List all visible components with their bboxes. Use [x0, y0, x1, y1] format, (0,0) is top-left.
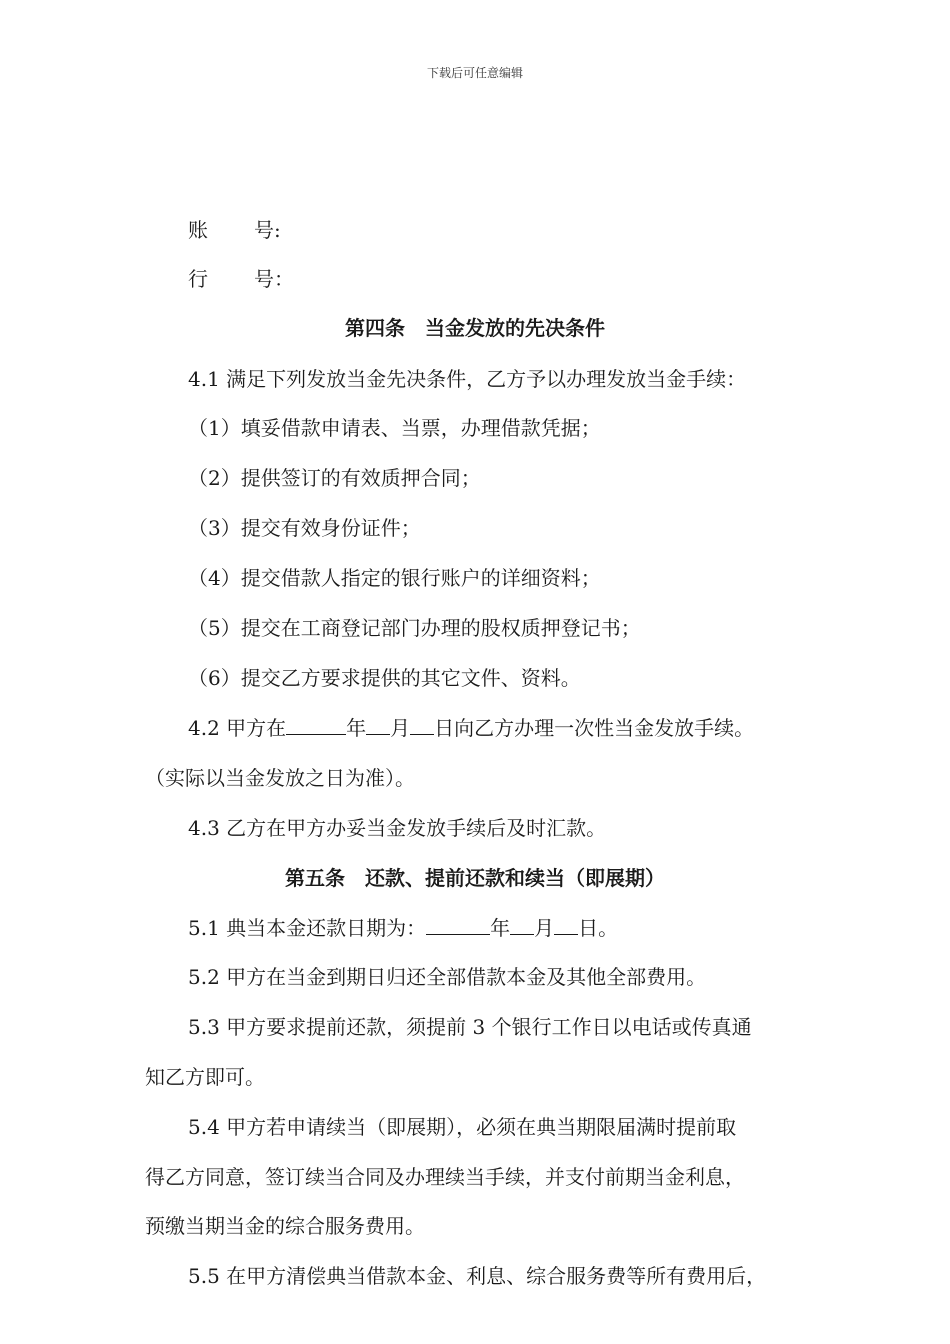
clause-5-1-day: 日。: [578, 916, 619, 940]
page-header: 下载后可任意编辑: [426, 66, 523, 80]
day-blank: [410, 714, 434, 735]
condition-item-6: （6）提交乙方要求提供的其它文件、资料。: [188, 666, 581, 690]
clause-5-4-line3: 预缴当期当金的综合服务费用。: [145, 1214, 425, 1238]
repay-year-blank: [426, 914, 490, 935]
clause-5-3-line1: 5.3 甲方要求提前还款，须提前 3 个银行工作日以电话或传真通: [188, 1015, 752, 1039]
clause-5-1-month: 月: [534, 916, 555, 940]
clause-5-4-line2: 得乙方同意，签订续当合同及办理续当手续，并支付前期当金利息，: [145, 1165, 745, 1189]
clause-5-5-line1: 5.5 在甲方清偿典当借款本金、利息、综合服务费等所有费用后，: [188, 1264, 767, 1288]
clause-4-1: 4.1 满足下列发放当金先决条件，乙方予以办理发放当金手续：: [188, 367, 747, 391]
repay-month-blank: [510, 914, 534, 935]
bank-number-row: [188, 265, 294, 293]
year-blank: [286, 714, 346, 735]
clause-5-3-line2: 知乙方即可。: [145, 1065, 265, 1089]
condition-item-2: （2）提供签订的有效质押合同；: [188, 466, 481, 490]
clause-4-2: [188, 714, 754, 742]
account-label-b: 号:: [254, 218, 281, 242]
clause-4-3: 4.3 乙方在甲方办妥当金发放手续后及时汇款。: [188, 816, 607, 840]
clause-4-2-note: （实际以当金发放之日为准）。: [145, 766, 415, 790]
repay-day-blank: [554, 914, 578, 935]
clause-5-1-year: 年: [490, 916, 511, 940]
clause-4-2-suffix: 日向乙方办理一次性当金发放手续。: [434, 716, 755, 740]
account-number-row: [188, 216, 281, 244]
month-blank: [366, 714, 390, 735]
article5-title: 第五条 还款、提前还款和续当（即展期）: [285, 866, 665, 890]
clause-5-1: [188, 914, 618, 942]
article4-title: 第四条 当金发放的先决条件: [345, 316, 605, 340]
clause-5-1-prefix: 5.1 典当本金还款日期为：: [188, 916, 427, 940]
condition-item-1: （1）填妥借款申请表、当票，办理借款凭据；: [188, 416, 601, 440]
clause-5-4-line1: 5.4 甲方若申请续当（即展期），必须在典当期限届满时提前取: [188, 1115, 737, 1139]
clause-4-2-prefix: 4.2 甲方在: [188, 716, 287, 740]
condition-item-4: （4）提交借款人指定的银行账户的详细资料；: [188, 566, 601, 590]
bank-label-a: 行: [188, 267, 208, 291]
clause-5-2: 5.2 甲方在当金到期日归还全部借款本金及其他全部费用。: [188, 965, 707, 989]
clause-4-2-month: 月: [390, 716, 411, 740]
condition-item-5: （5）提交在工商登记部门办理的股权质押登记书；: [188, 616, 641, 640]
account-label-a: 账: [188, 218, 208, 242]
condition-item-3: （3）提交有效身份证件；: [188, 516, 421, 540]
bank-label-b: 号：: [254, 267, 294, 291]
clause-4-2-year: 年: [346, 716, 367, 740]
